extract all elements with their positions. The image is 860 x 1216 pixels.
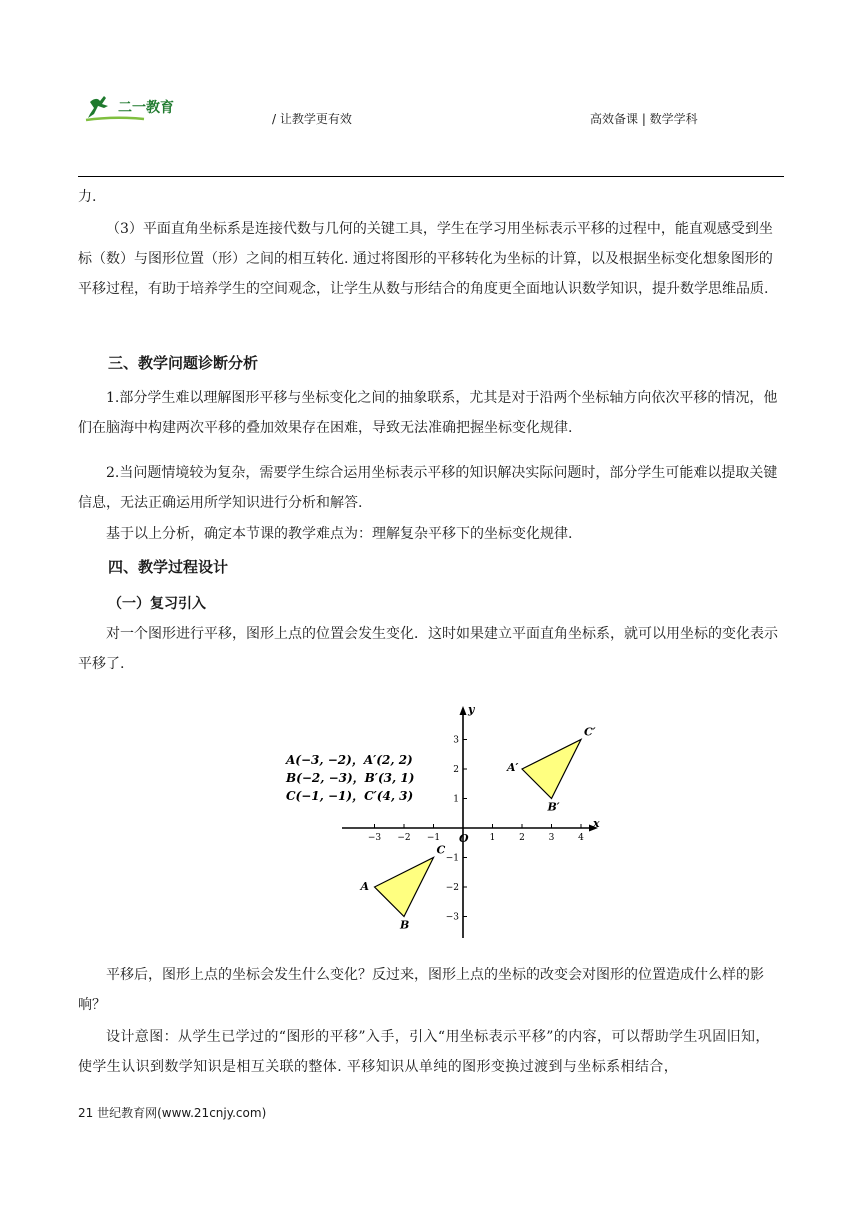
y-tick-label: 3: [453, 735, 459, 746]
triangle-abc: [375, 858, 434, 917]
triangle-abc-translated: [522, 740, 581, 799]
coordinate-figure: [280, 698, 610, 943]
x-tick-label: −2: [397, 833, 411, 843]
x-tick-label: 3: [548, 833, 555, 843]
paragraph-question: 平移后，图形上点的坐标会发生什么变化？反过来，图形上点的坐标的改变会对图形的位置造成什么样的影响？: [78, 967, 764, 1013]
paragraph-difficulty: 基于以上分析，确定本节课的教学难点为：理解复杂平移下的坐标变化规律.: [106, 526, 573, 542]
coord-line-c: C(−1, −1)，C′(4, 3): [286, 789, 414, 803]
origin-label: O: [459, 832, 469, 845]
x-tick-label: −1: [426, 833, 441, 843]
subsection-heading-1: （一）复习引入: [108, 596, 206, 612]
header-slogan: / 让教学更有效: [272, 112, 352, 126]
y-tick-label: −2: [445, 883, 459, 893]
site-logo: [84, 92, 194, 126]
paragraph-design-intent: 设计意图：从学生已学过的“图形的平移”入手，引入“用坐标表示平移”的内容，可以帮助学生巩固旧知，使学生认识到数学知识是相互关联的整体. 平移知识从单纯的图形变换过渡到与坐标系相结合，: [78, 1029, 770, 1075]
point-label-a: A: [360, 880, 370, 893]
paragraph-3: （3）平面直角坐标系是连接代数与几何的关键工具，学生在学习用坐标表示平移的过程中，能直观感受到坐标（数）与图形位置（形）之间的相互转化. 通过将图形的平移转化为坐标的计算，以及根据坐标变化想象图形的平移过程，有助于培养学生的空间观念，让学生从数与形结合的角度更全面地认识数学知识，提升数学思维品质.: [78, 221, 773, 297]
y-axis-label: y: [468, 703, 475, 716]
runner-icon: [88, 96, 108, 118]
footer-source: 21 世纪教育网(www.21cnjy.com): [78, 1106, 267, 1120]
logo-text: 二一教育: [118, 100, 174, 116]
section-heading-4: 四、教学过程设计: [108, 558, 229, 576]
point-label-b2: B′: [547, 800, 560, 814]
point-label-c2: C′: [584, 725, 596, 739]
y-tick-label: 2: [453, 765, 459, 775]
paragraph-intro: 对一个图形进行平移，图形上点的位置会发生变化．这时如果建立平面直角坐标系，就可以用坐标的变化表示平移了.: [78, 626, 778, 672]
coord-line-b: B(−2, −3)，B′(3, 1): [286, 771, 415, 785]
paragraph-diagnosis-1: 1.部分学生难以理解图形平移与坐标变化之间的抽象联系，尤其是对于沿两个坐标轴方向依次平移的情况，他们在脑海中构建两次平移的叠加效果存在困难，导致无法准确把握坐标变化规律.: [78, 390, 778, 436]
header-divider: [78, 176, 784, 177]
axes: [342, 703, 600, 938]
point-label-b: B: [400, 918, 410, 932]
y-tick-label: −3: [445, 912, 459, 923]
point-label-c: C: [436, 843, 446, 857]
x-tick-label: −3: [367, 833, 382, 843]
x-tick-label: 1: [489, 833, 496, 843]
coord-line-a: A(−3, −2)，A′(2, 2): [286, 753, 413, 767]
point-label-a2: A′: [507, 761, 519, 774]
coordinate-list: [285, 753, 414, 803]
section-heading-3: 三、教学问题诊断分析: [108, 354, 259, 372]
x-tick-label: 2: [519, 833, 525, 843]
paragraph-diagnosis-2: 2.当问题情境较为复杂，需要学生综合运用坐标表示平移的知识解决实际问题时，部分学生可能难以提取关键信息，无法正确运用所学知识进行分析和解答.: [78, 465, 778, 511]
paragraph-continuation: 力.: [78, 189, 97, 205]
y-tick-label: 1: [453, 794, 459, 805]
x-axis-label: x: [593, 817, 600, 830]
x-tick-label: 4: [578, 833, 584, 843]
y-tick-label: −1: [445, 853, 459, 864]
y-axis-arrow: [460, 706, 467, 715]
header-subject: 高效备课 | 数学学科: [590, 112, 698, 126]
